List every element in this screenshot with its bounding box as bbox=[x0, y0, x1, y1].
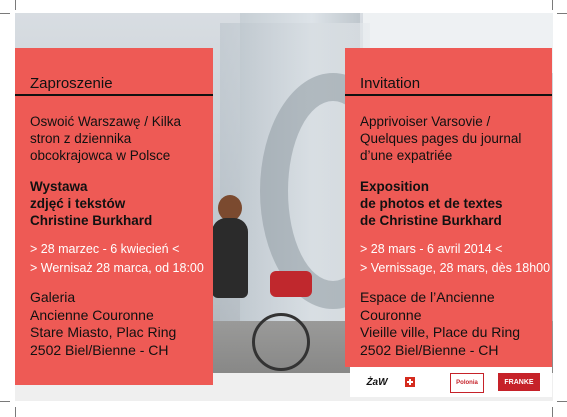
bicycle-wheel bbox=[252, 313, 310, 371]
venue-french: Espace de l’Ancienne Couronne Vieille ville, Place du Ring 2502 Biel/Bienne - CH bbox=[360, 289, 521, 358]
swiss-flag-icon bbox=[402, 373, 418, 391]
zaw-logo: ŻaW bbox=[366, 376, 388, 388]
exhibition-info-polish: Wystawa zdjęć i tekstów Christine Burkhard bbox=[30, 179, 153, 228]
heading-polish: Zaproszenie bbox=[30, 75, 113, 92]
sponsor-logos bbox=[350, 367, 552, 397]
heading-rule bbox=[345, 94, 552, 96]
heading-rule bbox=[15, 94, 213, 96]
crop-mark bbox=[552, 0, 553, 10]
franke-logo: FRANKE bbox=[498, 373, 540, 391]
photo-red-bag bbox=[270, 271, 312, 297]
venue-polish: Galeria Ancienne Couronne Stare Miasto, Plac Ring 2502 Biel/Bienne - CH bbox=[30, 289, 177, 358]
polish-invitation-panel bbox=[15, 48, 213, 385]
crop-mark bbox=[15, 0, 16, 10]
crop-mark bbox=[557, 401, 567, 402]
crop-mark bbox=[0, 13, 10, 14]
dates-french: > 28 mars - 6 avril 2014 < > Vernissage, 28 mars, dès 18h00 bbox=[360, 242, 551, 275]
heading-french: Invitation bbox=[360, 75, 421, 92]
photo-woman bbox=[212, 218, 248, 298]
crop-mark bbox=[15, 407, 16, 417]
crop-mark bbox=[557, 13, 567, 14]
dates-polish: > 28 marzec - 6 kwiecień < > Wernisaż 28 marca, od 18:00 bbox=[30, 242, 204, 275]
crop-mark bbox=[0, 401, 10, 402]
polonia-logo: Polonia bbox=[450, 373, 484, 393]
exhibition-title-french: Apprivoiser Varsovie / Quelques pages du journal d’une expatriée bbox=[360, 114, 522, 163]
french-invitation-panel bbox=[345, 48, 552, 367]
crop-mark bbox=[552, 407, 553, 417]
exhibition-title-polish: Oswoić Warszawę / Kilka stron z dziennika obcokrajowca w Polsce bbox=[30, 114, 182, 163]
exhibition-info-french: Exposition de photos et de textes de Christine Burkhard bbox=[360, 179, 503, 228]
